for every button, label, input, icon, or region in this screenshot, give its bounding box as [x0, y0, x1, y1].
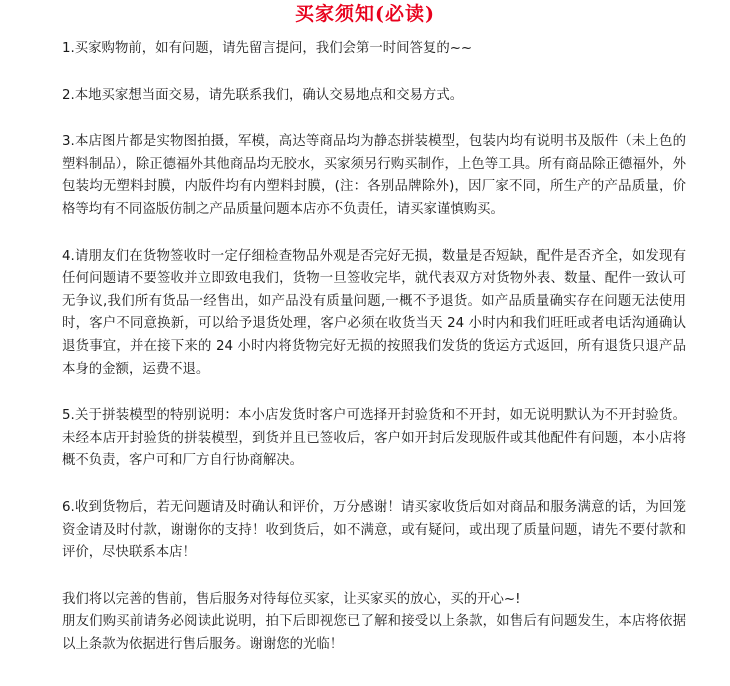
notice-item-4: 4.请朋友们在货物签收时一定仔细检查物品外观是否完好无损，数量是否短缺，配件是否齐全，如发现有任何问题请不要签收并立即致电我们，货物一旦签收完毕，就代表双方对货物外表、数量、配件一致认可无争议,我们所有货品一经售出，如产品没有质量问题,一概不予退货。如产品质量确实存在问题无法使用时，客户不同意换新，可以给予退货处理，客户必须在收货当天 24 小时内和我们旺旺或者电话沟通确认退货事宜，并在接下来的 24 小时内将货物完好无损的按照我们发货的货运方式返回，所有退货只退产品本身的金额，运费不退。	[62, 248, 686, 377]
notice-item-1: 1.买家购物前，如有问题，请先留言提问，我们会第一时间答复的~~	[62, 41, 473, 56]
page-title: 买家须知(必读)	[295, 3, 435, 25]
notice-item-6: 6.收到货物后，若无问题请及时确认和评价，万分感谢！请买家收货后如对商品和服务满意的话，为回笼资金请及时付款，谢谢你的支持！收到货后，如不满意，或有疑问，或出现了质量问题，请先不要付款和评价，尽快联系本店！	[62, 499, 686, 561]
notice-body	[62, 38, 686, 656]
closing-line-1: 我们将以完善的售前，售后服务对待每位买家，让买家买的放心，买的开心~!	[62, 591, 521, 607]
notice-item-2: 2.本地买家想当面交易，请先联系我们，确认交易地点和交易方式。	[62, 87, 464, 103]
closing-line-2: 朋友们购买前请务必阅读此说明，拍下后即视您已了解和接受以上条款，如售后有问题发生，本店将依据以上条款为依据进行售后服务。谢谢您的光临！	[62, 614, 686, 652]
notice-item-5: 5.关于拼装模型的特别说明：本小店发货时客户可选择开封验货和不开封，如无说明默认为不开封验货。未经本店开封验货的拼装模型，到货并且已签收后，客户如开封后发现版件或其他配件有问题，本小店将概不负责，客户可和厂方自行协商解决。	[62, 408, 686, 469]
notice-item-3: 3.本店图片都是实物图拍摄，军模，高达等商品均为静态拼装模型，包装内均有说明书及版件（未上色的塑料制品），除正德福外其他商品均无胶水，买家须另行购买制作，上色等工具。所有商品除正德福外，外包装均无塑料封膜，内版件均有内塑料封膜，(注：各别品牌除外)，因厂家不同，所生产的产品质量，价格等均有不同盗版仿制之产品质量问题本店亦不负责任，请买家谨慎购买。	[62, 134, 686, 217]
